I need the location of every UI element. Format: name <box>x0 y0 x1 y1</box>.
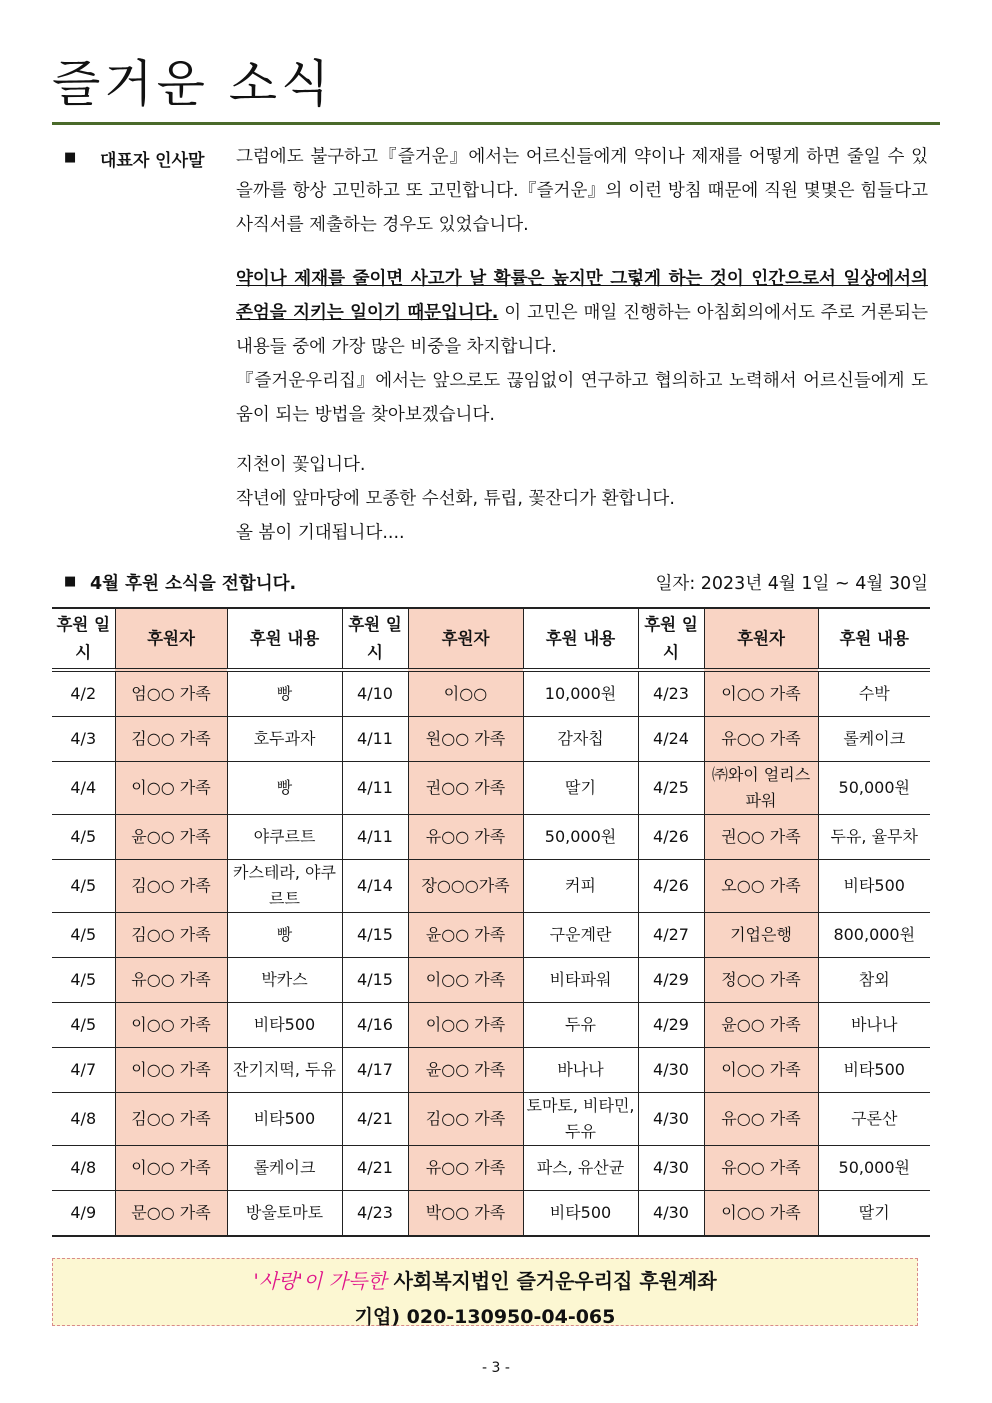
bullet-icon: ■ <box>64 150 77 165</box>
cell-content: 두유 <box>523 1003 638 1048</box>
donation-table <box>52 607 930 1237</box>
table-row <box>52 762 930 815</box>
cell-donor: 정○○ 가족 <box>704 958 818 1003</box>
cell-date: 4/5 <box>52 860 115 913</box>
cell-donor: 이○○ 가족 <box>704 670 818 717</box>
cell-content: 비타500 <box>227 1003 342 1048</box>
cell-content: 비타500 <box>818 1048 930 1093</box>
header-donor: 후원자 <box>704 608 818 670</box>
cell-date: 4/5 <box>52 913 115 958</box>
table-row <box>52 1003 930 1048</box>
cell-date: 4/27 <box>638 913 704 958</box>
header-date: 후원 일시 <box>52 608 115 670</box>
cell-donor: 기업은행 <box>704 913 818 958</box>
cell-date: 4/30 <box>638 1093 704 1146</box>
cell-donor: 장○○○가족 <box>408 860 523 913</box>
cell-date: 4/29 <box>638 958 704 1003</box>
cell-date: 4/2 <box>52 670 115 717</box>
cell-date: 4/23 <box>638 670 704 717</box>
cell-date: 4/15 <box>342 913 408 958</box>
cell-donor: ㈜와이 얼리스파워 <box>704 762 818 815</box>
header-content: 후원 내용 <box>227 608 342 670</box>
cell-date: 4/21 <box>342 1146 408 1191</box>
cell-donor: 윤○○ 가족 <box>408 913 523 958</box>
cell-date: 4/17 <box>342 1048 408 1093</box>
greeting-paragraph-1 <box>236 140 928 242</box>
cell-content: 빵 <box>227 762 342 815</box>
greeting-paragraph-3 <box>236 448 928 550</box>
cell-content: 두유, 율무차 <box>818 815 930 860</box>
cell-date: 4/23 <box>342 1191 408 1237</box>
header-date: 후원 일시 <box>342 608 408 670</box>
cell-content: 수박 <box>818 670 930 717</box>
cell-donor: 김○○ 가족 <box>408 1093 523 1146</box>
cell-content: 구운계란 <box>523 913 638 958</box>
cell-donor: 유○○ 가족 <box>408 1146 523 1191</box>
cell-content: 비타500 <box>818 860 930 913</box>
page-title: 즐거운 소식 <box>52 55 334 113</box>
cell-date: 4/3 <box>52 717 115 762</box>
cell-content: 10,000원 <box>523 670 638 717</box>
cell-donor: 윤○○ 가족 <box>115 815 227 860</box>
cell-content: 참외 <box>818 958 930 1003</box>
table-row <box>52 670 930 717</box>
table-row <box>52 1146 930 1191</box>
greeting-text-3: 『즐거운우리집』에서는 앞으로도 끊임없이 연구하고 협의하고 노력해서 어르신들에게 도움이 되는 방법을 찾아보겠습니다. <box>236 371 928 425</box>
cell-content: 비타500 <box>523 1191 638 1237</box>
greeting-label: 대표자 인사말 <box>100 151 205 171</box>
cell-date: 4/5 <box>52 958 115 1003</box>
cell-donor: 이○○ 가족 <box>704 1191 818 1237</box>
cell-donor: 김○○ 가족 <box>115 913 227 958</box>
header-date: 후원 일시 <box>638 608 704 670</box>
cell-donor: 윤○○ 가족 <box>408 1048 523 1093</box>
cell-donor: 이○○ 가족 <box>115 1003 227 1048</box>
cell-donor: 엄○○ 가족 <box>115 670 227 717</box>
cell-donor: 유○○ 가족 <box>704 1146 818 1191</box>
table-row <box>52 1191 930 1237</box>
cell-content: 비타500 <box>227 1093 342 1146</box>
greeting-text-2: 이 고민은 매일 진행하는 아침회의에서도 주로 거론되는 내용들 중에 가장 많은 비중을 차지합니다. <box>236 303 928 357</box>
cell-date: 4/26 <box>638 815 704 860</box>
table-row <box>52 958 930 1003</box>
greeting-emphasis: 약이나 제재를 줄이면 사고가 날 확률은 높지만 그렇게 하는 것이 인간으로서 일상에서의 존엄을 지키는 일이기 때문입니다. <box>236 269 928 323</box>
cell-date: 4/5 <box>52 815 115 860</box>
cell-donor: 유○○ 가족 <box>704 1093 818 1146</box>
cell-date: 4/4 <box>52 762 115 815</box>
cell-donor: 이○○ 가족 <box>408 1003 523 1048</box>
cell-date: 4/30 <box>638 1048 704 1093</box>
cell-donor: 권○○ 가족 <box>408 762 523 815</box>
cell-date: 4/7 <box>52 1048 115 1093</box>
cell-content: 800,000원 <box>818 913 930 958</box>
cell-donor: 이○○ 가족 <box>408 958 523 1003</box>
cell-date: 4/14 <box>342 860 408 913</box>
header-donor: 후원자 <box>408 608 523 670</box>
cell-content: 딸기 <box>523 762 638 815</box>
cell-donor: 이○○ 가족 <box>115 762 227 815</box>
greeting-spring-1: 지천이 꽃입니다. <box>236 455 366 475</box>
cell-date: 4/24 <box>638 717 704 762</box>
cell-content: 토마토, 비타민, 두유 <box>523 1093 638 1146</box>
header-donor: 후원자 <box>115 608 227 670</box>
table-row <box>52 913 930 958</box>
cell-date: 4/21 <box>342 1093 408 1146</box>
cell-content: 잔기지떡, 두유 <box>227 1048 342 1093</box>
cell-date: 4/30 <box>638 1191 704 1237</box>
cell-date: 4/30 <box>638 1146 704 1191</box>
table-row <box>52 1093 930 1146</box>
cell-content: 파스, 유산균 <box>523 1146 638 1191</box>
title-divider <box>52 122 940 125</box>
account-org: 사회복지법인 즐거운우리집 후원계좌 <box>386 1269 717 1293</box>
table-row <box>52 717 930 762</box>
cell-donor: 김○○ 가족 <box>115 717 227 762</box>
cell-content: 바나나 <box>818 1003 930 1048</box>
cell-date: 4/11 <box>342 717 408 762</box>
cell-date: 4/15 <box>342 958 408 1003</box>
donation-section-label: 4월 후원 소식을 전합니다. <box>90 574 297 594</box>
cell-date: 4/9 <box>52 1191 115 1237</box>
cell-donor: 이○○ <box>408 670 523 717</box>
table-row <box>52 1048 930 1093</box>
cell-content: 호두과자 <box>227 717 342 762</box>
cell-content: 감자칩 <box>523 717 638 762</box>
greeting-paragraph-2 <box>236 262 928 432</box>
donation-date-range: 일자: 2023년 4월 1일 ~ 4월 30일 <box>655 574 928 594</box>
cell-date: 4/8 <box>52 1093 115 1146</box>
cell-content: 비타파워 <box>523 958 638 1003</box>
cell-content: 50,000원 <box>523 815 638 860</box>
cell-donor: 유○○ 가족 <box>704 717 818 762</box>
table-row <box>52 860 930 913</box>
cell-date: 4/16 <box>342 1003 408 1048</box>
greeting-text-1: 그럼에도 불구하고『즐거운』에서는 어르신들에게 약이나 제재를 어떻게 하면 줄일 수 있을까를 항상 고민하고 또 고민합니다.『즐거운』의 이런 방침 때문에 직원 몇몇은 힘들다고 사직서를 제출하는 경우도 있었습니다. <box>236 147 928 235</box>
header-content: 후원 내용 <box>818 608 930 670</box>
table-header-row <box>52 608 930 670</box>
cell-content: 야쿠르트 <box>227 815 342 860</box>
cell-content: 롤케이크 <box>818 717 930 762</box>
cell-donor: 박○○ 가족 <box>408 1191 523 1237</box>
cell-content: 50,000원 <box>818 762 930 815</box>
cell-donor: 문○○ 가족 <box>115 1191 227 1237</box>
donation-table-body <box>52 670 930 1236</box>
cell-donor: 이○○ 가족 <box>115 1146 227 1191</box>
cell-date: 4/8 <box>52 1146 115 1191</box>
cell-donor: 원○○ 가족 <box>408 717 523 762</box>
cell-date: 4/11 <box>342 815 408 860</box>
cell-content: 딸기 <box>818 1191 930 1237</box>
bullet-icon: ■ <box>64 574 77 589</box>
cell-content: 롤케이크 <box>227 1146 342 1191</box>
cell-donor: 오○○ 가족 <box>704 860 818 913</box>
cell-date: 4/26 <box>638 860 704 913</box>
cell-donor: 윤○○ 가족 <box>704 1003 818 1048</box>
account-number: 기업) 020-130950-04-065 <box>354 1306 616 1328</box>
cell-content: 빵 <box>227 670 342 717</box>
cell-date: 4/25 <box>638 762 704 815</box>
cell-content: 바나나 <box>523 1048 638 1093</box>
cell-donor: 김○○ 가족 <box>115 1093 227 1146</box>
cell-content: 50,000원 <box>818 1146 930 1191</box>
cell-donor: 이○○ 가족 <box>704 1048 818 1093</box>
cell-date: 4/29 <box>638 1003 704 1048</box>
donation-account-box <box>52 1258 918 1326</box>
header-content: 후원 내용 <box>523 608 638 670</box>
cell-donor: 유○○ 가족 <box>115 958 227 1003</box>
cell-donor: 권○○ 가족 <box>704 815 818 860</box>
cell-content: 카스테라, 야쿠르트 <box>227 860 342 913</box>
cell-date: 4/11 <box>342 762 408 815</box>
cell-date: 4/5 <box>52 1003 115 1048</box>
cell-date: 4/10 <box>342 670 408 717</box>
cell-donor: 김○○ 가족 <box>115 860 227 913</box>
cell-donor: 유○○ 가족 <box>408 815 523 860</box>
cell-content: 빵 <box>227 913 342 958</box>
page-number: - 3 - <box>482 1360 510 1376</box>
cell-content: 박카스 <box>227 958 342 1003</box>
table-row <box>52 815 930 860</box>
cell-content: 커피 <box>523 860 638 913</box>
cell-content: 구론산 <box>818 1093 930 1146</box>
cell-content: 방울토마토 <box>227 1191 342 1237</box>
greeting-spring-3: 올 봄이 기대됩니다.... <box>236 523 405 543</box>
love-slogan: '사랑'이 가득한 <box>253 1269 387 1293</box>
cell-donor: 이○○ 가족 <box>115 1048 227 1093</box>
greeting-spring-2: 작년에 앞마당에 모종한 수선화, 튜립, 꽃잔디가 환합니다. <box>236 489 675 509</box>
